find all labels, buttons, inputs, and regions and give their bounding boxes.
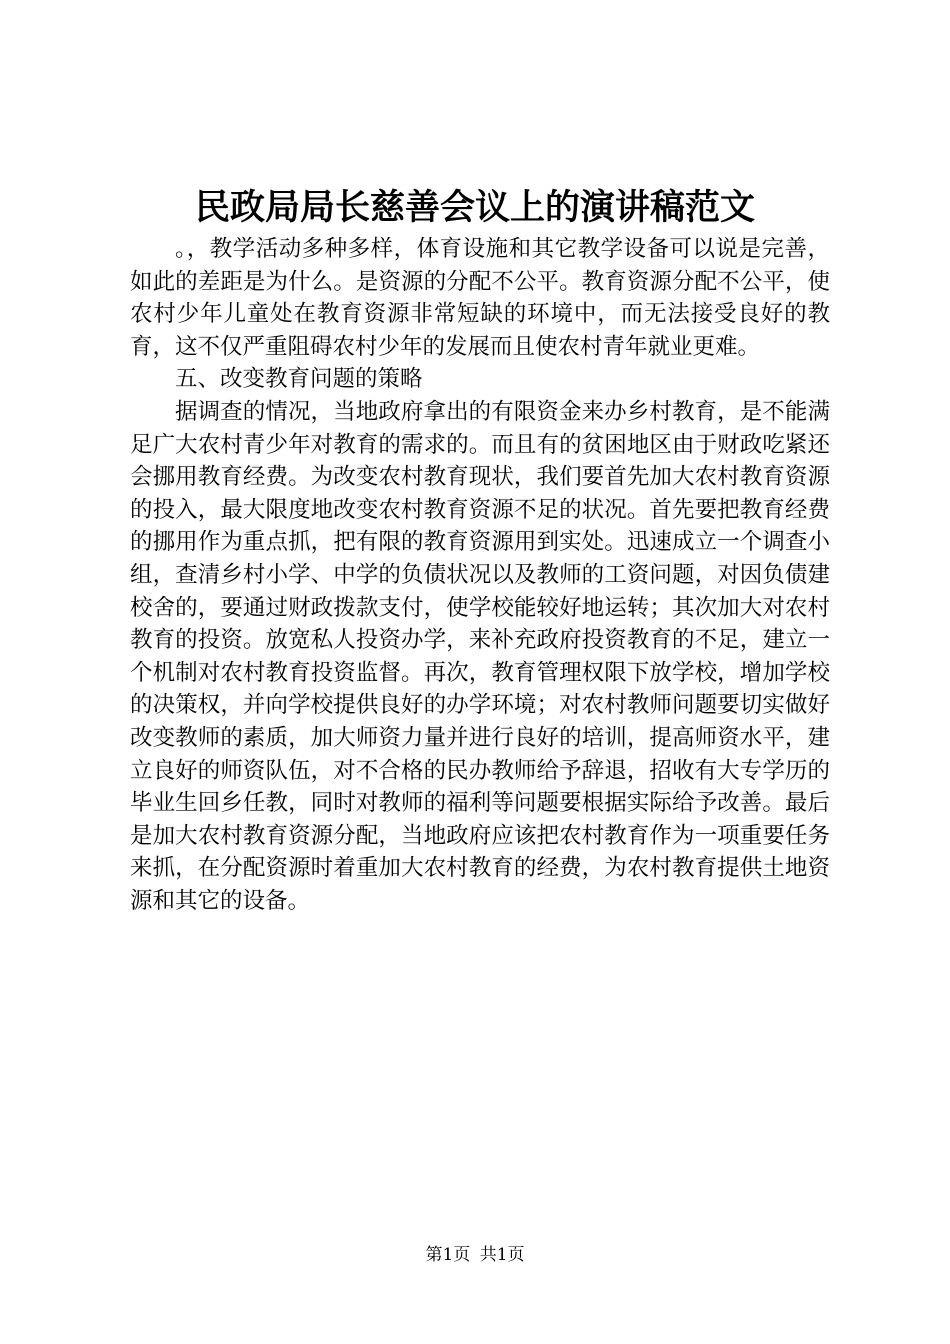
section-heading: 五、改变教育问题的策略 xyxy=(175,366,423,393)
paragraph-intro: 。，教学活动多种多样，体育设施和其它教学设备可以说是完善，如此的差距是为什么。是资源的分配不公平。教育资源分配不公平，使农村少年儿童处在教育资源非常短缺的环境中，而无法接受良好的教育，这不仅严重阻碍农村少年的发展而且使农村青年就业更难。 xyxy=(130,236,830,360)
page-total: 共1页 xyxy=(479,1245,525,1265)
page-number: 第1页 xyxy=(425,1245,471,1265)
document-body xyxy=(130,233,830,917)
page-footer xyxy=(0,1243,950,1267)
document-title: 民政局局长慈善会议上的演讲稿范文 xyxy=(194,187,755,228)
paragraph-strategy: 据调查的情况，当地政府拿出的有限资金来办乡村教育，是不能满足广大农村青少年对教育的需求的。而且有的贫困地区由于财政吃紧还会挪用教育经费。为改变农村教育现状，我们要首先加大农村教育资源的投入，最大限度地改变农村教育资源不足的状况。首先要把教育经费的挪用作为重点抓，把有限的教育资源用到实处。迅速成立一个调查小组，查清乡村小学、中学的负债状况以及教师的工资问题，对因负债建校舍的，要通过财政拨款支付，使学校能较好地运转；其次加大对农村教育的投资。放宽私人投资办学，来补充政府投资教育的不足，建立一个机制对农村教育投资监督。再次，教育管理权限下放学校，增加学校的决策权，并向学校提供良好的办学环境；对农村教师问题要切实做好改变教师的素质，加大师资力量并进行良好的培训，提高师资水平，建立良好的师资队伍，对不合格的民办教师给予辞退，招收有大专学历的毕业生回乡任教，同时对教师的福利等问题要根据实际给予改善。最后是加大农村教育资源分配，当地政府应该把农村教育作为一项重要任务来抓，在分配资源时着重加大农村教育的经费，为农村教育提供土地资源和其它的设备。 xyxy=(130,398,830,914)
